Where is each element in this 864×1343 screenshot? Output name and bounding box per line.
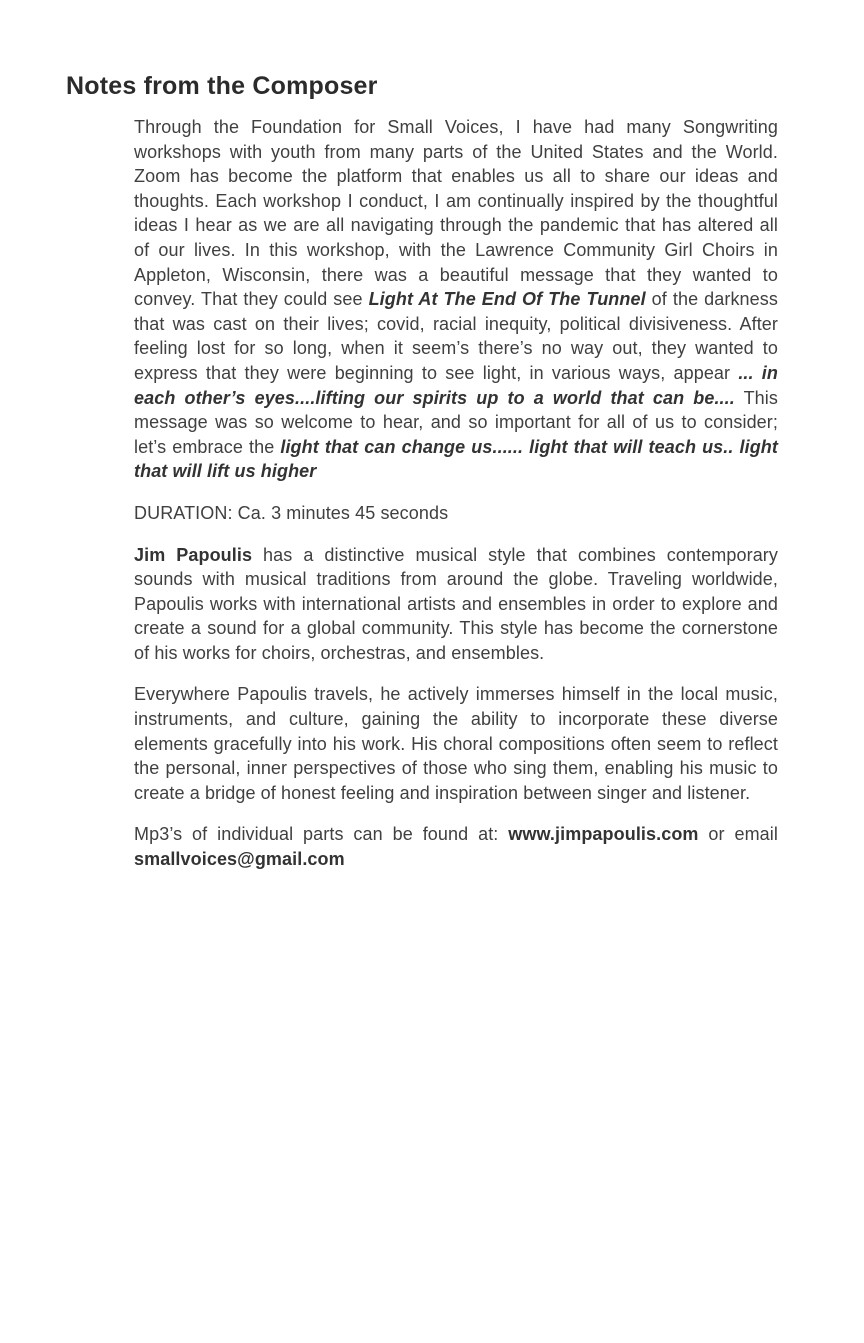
- text-segment-normal: or email: [698, 824, 778, 845]
- notes-content: [134, 115, 778, 872]
- duration-line: [134, 501, 778, 526]
- text-segment-normal: This message was so welcome to hear, and so important for all of us to consider; let’s embrace the: [134, 387, 778, 457]
- text-segment-bold-italic: Light At The End Of The Tunnel: [368, 289, 646, 310]
- text-segment-normal: Through the Foundation for Small Voices, I have had many Songwriting workshops with youth from many parts of the United States and the World. Zoom has become the platform that enables us all to share our ideas and thoughts. Each workshop I conduct, I am continually inspired by the thoughtful ideas I hear as we are all navigating through the pandemic that has altered all of our lives. In this workshop, with the Lawrence Community Girl Choirs in Appleton, Wisconsin, there was a beautiful message that they wanted to convey. That they could see: [134, 117, 778, 310]
- text-segment-bold: www.jimpapoulis.com: [508, 824, 699, 845]
- text-segment-normal: of the darkness that was cast on their lives; covid, racial inequity, political divisiveness. After feeling lost for so long, when it seem’s there’s no way out, they wanted to express that they were beginning to see light, in various ways, appear: [134, 289, 778, 383]
- text-segment-bold: Jim Papoulis: [134, 544, 253, 565]
- text-segment-bold-italic: light that can change us...... light that will teach us.. light that will lift us higher: [134, 436, 778, 482]
- paragraph-composer-bio: [134, 543, 778, 666]
- paragraph-composer-travels: [134, 682, 778, 805]
- text-segment-normal: DURATION: Ca. 3 minutes 45 seconds: [134, 502, 449, 523]
- text-segment-normal: Everywhere Papoulis travels, he actively immerses himself in the local music, instruments, and culture, gaining the ability to incorporate these diverse elements gracefully into his work. His choral compositions often seem to reflect the personal, inner perspectives of those who sing them, enabling his music to create a bridge of honest feeling and inspiration between singer and listener.: [134, 684, 778, 803]
- paragraph-intro: [134, 115, 778, 484]
- text-segment-bold: smallvoices@gmail.com: [134, 849, 345, 870]
- text-segment-normal: has a distinctive musical style that combines contemporary sounds with musical traditions from around the globe. Traveling worldwide, Papoulis works with international artists and ensembles in order to explore and create a sound for a global community. This style has become the cornerstone of his works for choirs, orchestras, and ensembles.: [134, 544, 779, 663]
- paragraph-contact: [134, 822, 778, 871]
- text-segment-normal: Mp3’s of individual parts can be found at:: [134, 824, 509, 845]
- text-segment-bold-italic: ... in each other’s eyes....lifting our spirits up to a world that can be....: [134, 362, 779, 408]
- page-title: Notes from the Composer: [66, 72, 378, 100]
